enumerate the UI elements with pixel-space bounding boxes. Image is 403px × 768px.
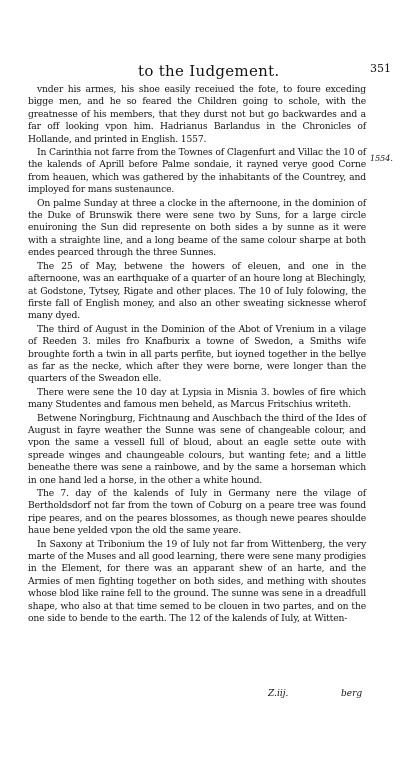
paragraph-twin-birth: The third of August in the Dominion of the Abot of Vrenium in a vilage of Reeden 3. miles fro Knafburix a towne of Swedon, a Smiths wife broughte forth a twin in all parts perfite, but ioyned together in the bellye as far as the necke, which after they were borne, were longer than the quarters of the Sweadon elle.: [28, 323, 366, 385]
catchword: berg: [341, 689, 363, 699]
paragraph-giant: vnder his armes, his shoe easily receiued the fote, to foure exceding bigge men, and he so feared the Children going to schole, with the greatnesse of his members, that they durst not but go backwardes and a far off looking vpon him. Hadrianus Barlandus in the Chronicles of Hollande, and printed in English. 1557.: [28, 84, 366, 145]
paragraph-saxony-prodigies: In Saxony at Tribonium the 19 of Iuly not far from Wittenberg, the very marte of the Muses and all good learning, there were sene many prodigies in the Element, for there was an apparant shew of an harte, and the Armies of men fighting together on both sides, and mething with shoutes whose blod like raine fell to the ground. The sunne was sene in a dreadfull shape, who also at that time semed to be clouen in two partes, and on the one side to bende to the earth. The 12 of the kalends of Iuly, at Witten-: [28, 538, 366, 625]
margin-note-year: 1554.: [370, 154, 393, 163]
body-text: [28, 84, 366, 626]
paragraph-sunne-vessell: Betwene Noringburg, Fichtnaung and Auschbach the third of the Ides of August in fayre weather the Sunne was sene of changeable colour, and vpon the same a vessell full of bloud, about an eagle sette oute with spreade winges and chaungeable colours, but wanting fete; and a little beneathe there was sene a rainbowe, and by the same a horseman which in one hand led a horse, in the other a white hound.: [28, 412, 366, 486]
page-footer: [0, 689, 403, 705]
paragraph-earthquake: The 25 of May, betwene the howers of eleuen, and one in the afternoone, was an earthquake of a quarter of an houre long at Blechingly, at Godstone, Tytsey, Rigate and other places. The 10 of Iuly folowing, the firste fall of English money, and also an other sweating sicknesse wherof many dyed.: [28, 260, 366, 322]
running-head: [0, 62, 403, 84]
page-number: 351: [370, 62, 391, 75]
paragraph-bowles-of-fire: There were sene the 10 day at Lypsia in Misnia 3. bowles of fire which many Studentes and famous men beheld, as Marcus Fritschius writeth.: [28, 386, 366, 411]
paragraph-peare-tree: The 7. day of the kalends of Iuly in Germany nere the vilage of Bertholdsdorf not far from the town of Coburg on a peare tree was found ripe peares, and on the peares blossomes, as though newe peares shoulde haue bene yelded vpon the old the same yeare.: [28, 488, 366, 537]
signature-mark: Z.iij.: [268, 689, 289, 699]
paragraph-palme-sunday-suns: On palme Sunday at three a clocke in the afternoone, in the dominion of the Duke of Brunswik there were sene two by Suns, for a large circle enuironing the Sun did represente on both sides a by sunne as it were with a straighte line, and a long beame of the same colour sharpe at both endes pearced through the three Sunnes.: [28, 197, 366, 259]
running-title: to the Iudgement.: [138, 62, 280, 80]
paragraph-corne-from-heauen: In Carinthia not farre from the Townes of Clagenfurt and Villac the 10 of the kalends of Aprill before Palme sondaie, it rayned verye good Corne from heauen, which was gathered by the inhabitants of the Countrey, and imployed for mans sustenaunce.: [28, 147, 366, 196]
